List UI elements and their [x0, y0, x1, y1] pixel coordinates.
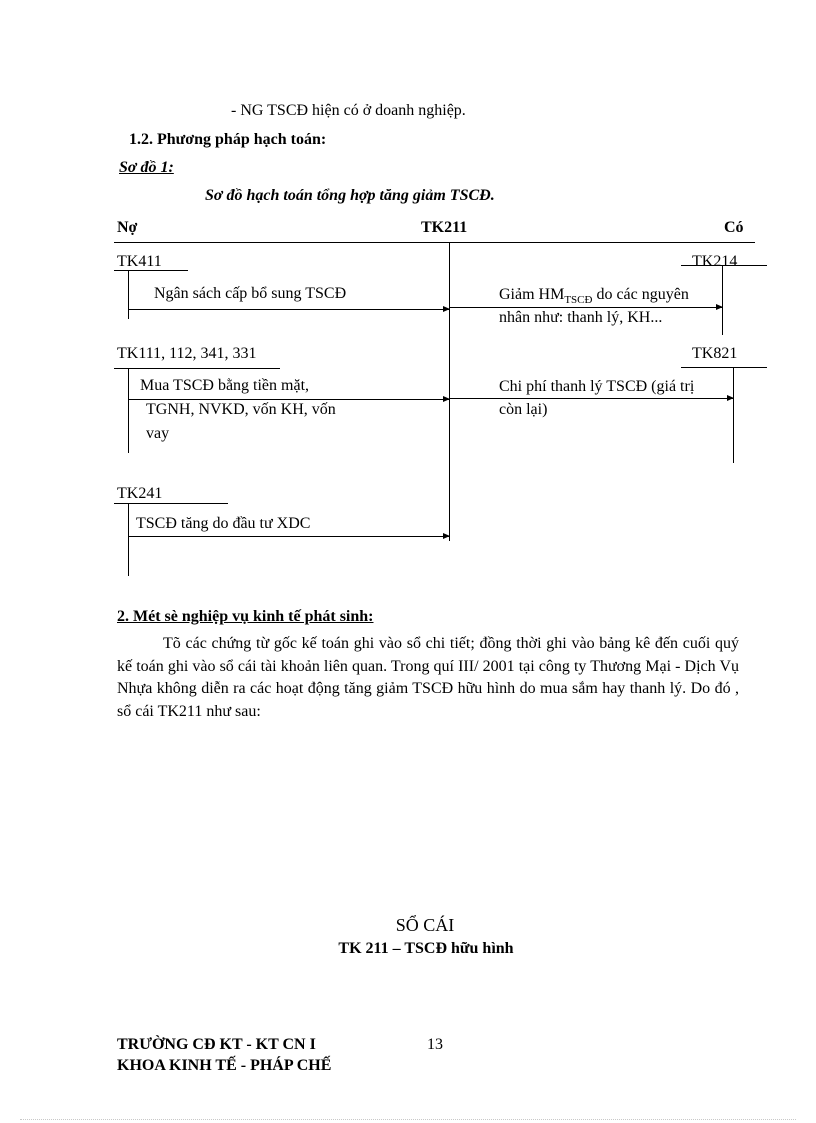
tk214-description-line1	[499, 285, 689, 305]
account-code-tk214: TK214	[692, 253, 738, 270]
tk411-underline	[114, 270, 188, 271]
tk111-description-line3: vay	[146, 425, 170, 442]
t-account-top-line	[114, 242, 755, 243]
account-code-tk411: TK411	[117, 253, 162, 270]
tk111-description-line2: TGNH, NVKD, vốn KH, vốn	[146, 401, 336, 418]
tk214-underline	[681, 265, 767, 266]
tk241-underline	[114, 503, 228, 504]
tk241-vertical-line	[128, 503, 129, 576]
diagram-label: Sơ đồ 1:	[119, 159, 174, 176]
diagram-title: Sơ đồ hạch toán tổng hợp tăng giảm TSCĐ.	[205, 187, 495, 204]
tk214-vertical-line	[722, 265, 723, 335]
footer-school: TRƯỜNG CĐ KT - KT CN I	[117, 1036, 316, 1053]
tk821-underline	[681, 367, 767, 368]
account-code-tk821: TK821	[692, 345, 738, 362]
tk214-desc-main: Giảm HM	[499, 286, 565, 303]
account-code-tk111: TK111, 112, 341, 331	[117, 345, 257, 362]
account-label: TK211	[421, 219, 468, 236]
credit-label: Có	[724, 219, 744, 236]
tk111-vertical-line	[128, 368, 129, 453]
tk411-arrow	[128, 309, 449, 310]
tk821-description-line2: còn lại)	[499, 401, 548, 418]
tk214-desc-rest: do các nguyên	[592, 286, 689, 303]
footer-faculty: KHOA KINH TẾ - PHÁP CHẾ	[117, 1057, 332, 1074]
tk411-vertical-line	[128, 270, 129, 319]
section2-paragraph-text: Tõ các chứng từ gốc kế toán ghi vào sổ chi tiết; đồng thời ghi vào bảng kê đến cuối quý kế toán ghi vào sổ cái tài khoản liên quan. Trong quí III/ 2001 tại công ty Thương Mại - Dịch Vụ Nhựa không diễn ra các hoạt động tăng giảm TSCĐ hữu hình do mua sắm hay thanh lý. Do đó , sổ cái TK211 như sau:	[117, 635, 739, 720]
tk111-description-line1: Mua TSCĐ bằng tiền mặt,	[140, 377, 310, 394]
tk821-description-line1: Chi phí thanh lý TSCĐ (giá trị	[499, 378, 695, 395]
tk214-desc-subscript: TSCĐ	[564, 294, 593, 307]
section-heading-1-2: 1.2. Phương pháp hạch toán:	[129, 131, 327, 148]
tk214-description-line2: nhân như: thanh lý, KH...	[499, 309, 663, 326]
page-bottom-edge	[20, 1119, 796, 1120]
footer-page-number: 13	[427, 1036, 443, 1053]
t-account-center-line	[449, 242, 450, 541]
account-code-tk241: TK241	[117, 485, 163, 502]
tk411-description: Ngân sách cấp bổ sung TSCĐ	[154, 285, 347, 302]
section2-paragraph	[117, 633, 739, 723]
tk821-vertical-line	[733, 367, 734, 463]
debit-label: Nợ	[117, 219, 138, 236]
section-heading-2: 2. Mét sè nghiệp vụ kinh tế phát sinh:	[117, 608, 374, 625]
ledger-title: SỔ CÁI	[395, 915, 455, 935]
bullet-line: - NG TSCĐ hiện có ở doanh nghiệp.	[231, 102, 466, 119]
tk111-arrow	[128, 399, 449, 400]
tk821-arrow	[449, 398, 733, 399]
tk111-underline	[114, 368, 280, 369]
tk241-description: TSCĐ tăng do đầu tư XDC	[136, 515, 311, 532]
tk214-arrow	[449, 307, 722, 308]
tk241-arrow	[128, 536, 449, 537]
ledger-subtitle: TK 211 – TSCĐ hữu hình	[338, 940, 514, 957]
